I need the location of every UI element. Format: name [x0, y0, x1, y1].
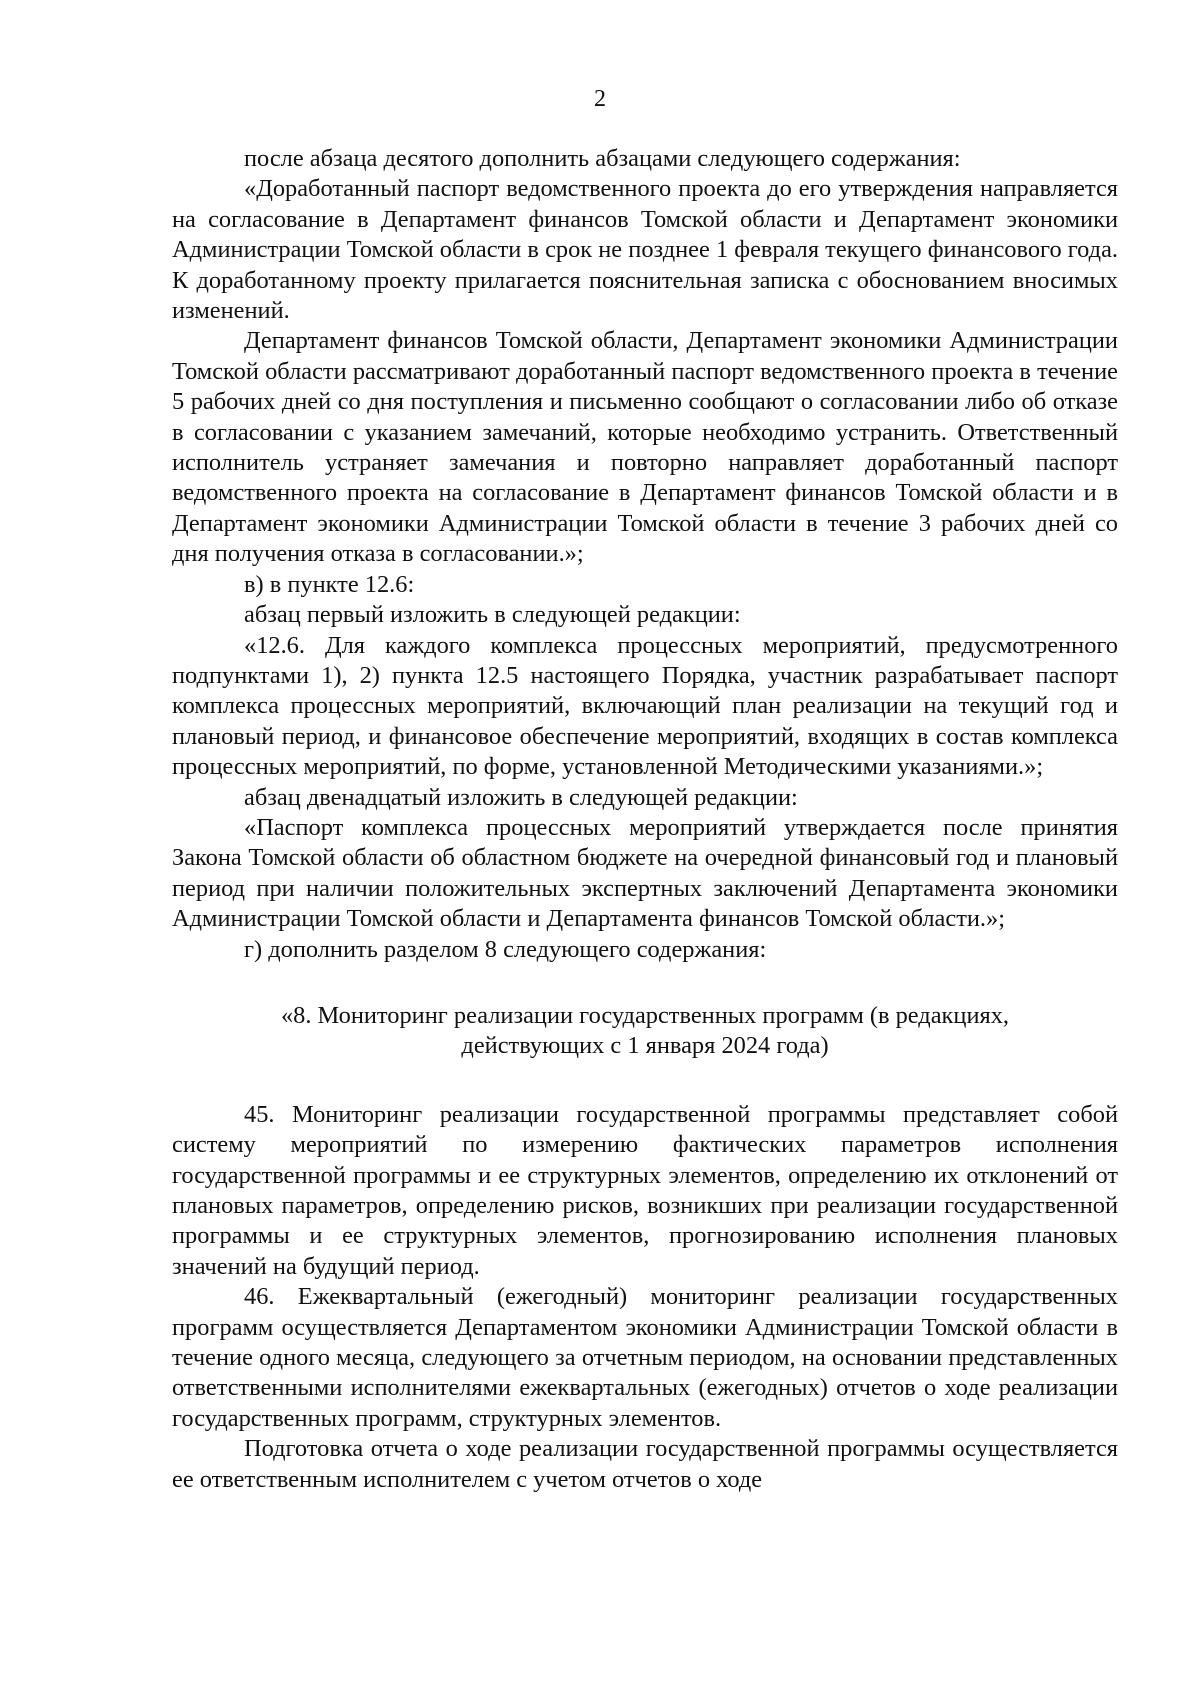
paragraph: в) в пункте 12.6:: [244, 570, 415, 598]
paragraph: г) дополнить разделом 8 следующего содержания:: [244, 935, 767, 963]
page-number: 2: [594, 86, 606, 112]
paragraph: абзац первый изложить в следующей редакции:: [244, 601, 741, 629]
section-heading-line: «8. Мониторинг реализации государственных программ (в редакциях,: [280, 1001, 1010, 1029]
paragraph: 46. Ежеквартальный (ежегодный) мониторинг реализации государственных программ осуществляется Департаментом экономики Администрации Томской области в течение одного месяца, следующего за отчетным периодом, на основании представленных ответственными исполнителями ежеквартальных (ежегодных) отчетов о ходе реализации государственных программ, структурных элементов.: [172, 1283, 1118, 1432]
paragraph: Подготовка отчета о ходе реализации государственной программы осуществляется ее ответственным исполнителем с учетом отчетов о ходе: [172, 1435, 1118, 1493]
section-heading: [172, 1001, 1118, 1062]
paragraph: Департамент финансов Томской области, Департамент экономики Администрации Томской области рассматривают доработанный паспорт ведомственного проекта в течение 5 рабочих дней со дня поступления и письменно сообщают о согласовании либо об отказе в согласовании с указанием замечаний, которые необходимо устранить. Ответственный исполнитель устраняет замечания и повторно направляет доработанный паспорт ведомственного проекта на согласование в Департамент финансов Томской области и в Департамент экономики Администрации Томской области в течение 3 рабочих дней со дня получения отказа в согласовании.»;: [172, 327, 1118, 568]
document-body: [172, 144, 1118, 1495]
section-heading-line: действующих с 1 января 2024 года): [461, 1032, 829, 1060]
paragraph: после абзаца десятого дополнить абзацами следующего содержания:: [244, 145, 961, 172]
paragraph: «Доработанный паспорт ведомственного проекта до его утверждения направляется на согласование в Департамент финансов Томской области и Департамент экономики Администрации Томской области в срок не позднее 1 февраля текущего финансового года. К доработанному проекту прилагается пояснительная записка с обоснованием вносимых изменений.: [172, 175, 1118, 325]
paragraph: «Паспорт комплекса процессных мероприятий утверждается после принятия Закона Томской области об областном бюджете на очередной финансовый год и плановый период при наличии положительных экспертных заключений Департамента экономики Администрации Томской области и Департамента финансов Томской области.»;: [172, 813, 1118, 933]
paragraph: абзац двенадцатый изложить в следующей редакции:: [244, 783, 798, 811]
paragraph: 45. Мониторинг реализации государственной программы представляет собой систему мероприятий по измерению фактических параметров исполнения государственной программы и ее структурных элементов, определению их отклонений от плановых параметров, определению рисков, возникших при реализации государственной программы и ее структурных элементов, прогнозированию исполнения плановых значений на будущий период.: [172, 1100, 1118, 1280]
paragraph: «12.6. Для каждого комплекса процессных мероприятий, предусмотренного подпунктами 1), 2) пункта 12.5 настоящего Порядка, участник разрабатывает паспорт комплекса процессных мероприятий, включающий план реализации на текущий год и плановый период, и финансовое обеспечение мероприятий, входящих в состав комплекса процессных мероприятий, по форме, установленной Методическими указаниями.»;: [172, 631, 1118, 781]
